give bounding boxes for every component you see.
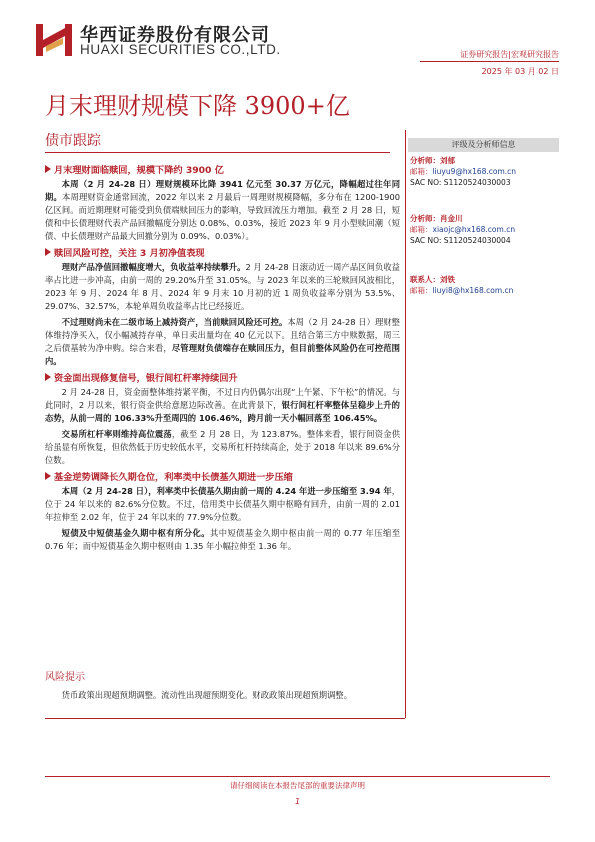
section-heading: 月末理财面临赎回，规模下降约 3900 亿	[45, 164, 400, 177]
analyst-role: 分析师：肖金川	[410, 214, 463, 223]
paragraph: 2 月 24-28 日，资金面整体维持紧平衡，不过日内仍偶尔出现“上午紧、下午松”的情况。与此同时，2 月以来，银行资金供给意愿边际改善。在此背景下，银行间杠杆率整体呈稳步上升的态势，从前一周的 106.33%升至周四的 106.46%，跨月前一天小幅回落至 106.45%。	[45, 387, 400, 423]
paragraph: 不过理财尚未在二级市场上减持资产，当前赎回风险还可控。本周（2 月 24-28 日）理财整体维持净买入，仅小幅减持存单，单日卖出量均在 40 亿元以下。且结合第三方中赎数据，周三之后债基转为净申购。综合来看，尽管理财负债端存在赎回压力，但目前整体风险仍在可控范围内。	[45, 317, 400, 366]
email-label: 邮箱：	[410, 167, 433, 176]
legal-notice: 请仔细阅读在本报告尾部的重要法律声明	[230, 781, 365, 790]
section-label: 债市跟踪	[45, 133, 101, 149]
paragraph: 本周（2 月 24-28 日）理财规模环比降 3941 亿元至 30.37 万亿元，降幅超过往年同期。本周理财资金通常回流，2022 年以来 2 月最后一周理财规模降幅，多分布在 1200-1900 亿区间。而近期理财可能受到负债端赎回压力的影响，导致回流压力增加。截至 2 月 28 日，短债和中长债理财代表产品回撤幅度分别达 0.08%、0.03%，接近 2023 年 9 月小型赎回潮（短债、中长债理财产品最大回撤分别为 0.09%、0.03%）。	[45, 179, 400, 241]
sidebar-header: 评级及分析师信息	[408, 138, 559, 152]
paragraph: 理财产品净值回撤幅度增大，负收益率持续攀升。2 月 24-28 日滚动近一周产品区间负收益率占比进一步冲高，由前一周的 29.20%升至 31.05%。与 2023 年以来的三轮赎回风波相比，2023 年 9 月、2024 年 8 月、2024 年 9 月末 10 月初的近 1 周负收益率分别为 53.5%、29.07%、32.57%，本轮单周负收益率占比已经接近。	[45, 262, 400, 311]
analyst-email-link[interactable]: liuyu9@hx168.com.cn	[432, 167, 517, 176]
email-label: 邮箱：	[410, 286, 433, 295]
header-rule	[420, 61, 559, 62]
report-title: 月末理财规模下降 3900+亿	[45, 92, 350, 120]
triangle-bullet-icon	[45, 472, 51, 480]
huaxi-logo-icon	[36, 22, 72, 58]
section-heading: 赎回风险可控，关注 3 月初净值表现	[45, 247, 400, 260]
email-label: 邮箱：	[410, 225, 433, 234]
analyst-sac: SAC NO: S1120524030004	[410, 236, 511, 245]
contact-block	[410, 274, 513, 296]
analyst-email-link[interactable]: xiaojc@hx168.com.cn	[432, 225, 516, 234]
analyst-block	[410, 155, 516, 188]
company-name-en: HUAXI SECURITIES CO.,LTD.	[80, 42, 281, 57]
paragraph: 短债及中短债基金久期中枢有所分化。其中短债基金久期中枢由前一周的 0.77 年压缩至 0.76 年；而中短债基金久期中枢则由 1.35 年小幅拉伸至 1.36 年。	[45, 528, 400, 551]
section-heading: 资金面出现修复信号，银行间杠杆率持续回升	[45, 372, 400, 385]
triangle-bullet-icon	[45, 248, 51, 256]
triangle-bullet-icon	[45, 165, 51, 173]
page-number: 1	[294, 797, 301, 806]
risk-title: 风险提示	[45, 672, 85, 683]
report-date: 2025 年 03 月 02 日	[481, 67, 559, 76]
title-rule	[45, 152, 390, 153]
footer-rule	[45, 776, 550, 777]
paragraph: 交易所杠杆率则维持高位震荡，截至 2 月 28 日，为 123.87%。整体来看，银行间资金供给虽显有所恢复，但依然低于历史较低水平，交易所杠杆持续高企，处于 2018 年以来 89.6%分位数。	[45, 429, 400, 465]
section-heading: 基金逆势调降长久期仓位，利率类中长债基久期进一步压缩	[45, 471, 400, 484]
body-bottom-rule	[45, 718, 405, 719]
triangle-bullet-icon	[45, 373, 51, 381]
analyst-sac: SAC NO: S1120524030003	[410, 178, 511, 187]
company-name-cn: 华西证券股份有限公司	[80, 25, 270, 46]
risk-text: 货币政策出现超预期调整。流动性出现超预期变化。财政政策出现超预期调整。	[61, 690, 352, 700]
analyst-block	[410, 213, 515, 246]
main-body	[45, 163, 400, 553]
contact-role: 联系人：刘铁	[410, 275, 455, 284]
paragraph: 本周（2 月 24-28 日），利率类中长债基久期由前一周的 4.24 年进一步压缩至 3.94 年，位于 24 年以来的 82.6%分位数。不过，信用类中长债基久期中枢略有回升，由前一周的 2.01 年拉伸至 2.02 年，位于 24 年以来的 77.9%分位数。	[45, 486, 400, 522]
contact-email-link[interactable]: liuyi8@hx168.com.cn	[432, 286, 514, 295]
analyst-role: 分析师：刘郁	[410, 156, 455, 165]
column-divider	[405, 130, 406, 718]
report-type: 证券研究报告|宏观研究报告	[460, 50, 559, 59]
